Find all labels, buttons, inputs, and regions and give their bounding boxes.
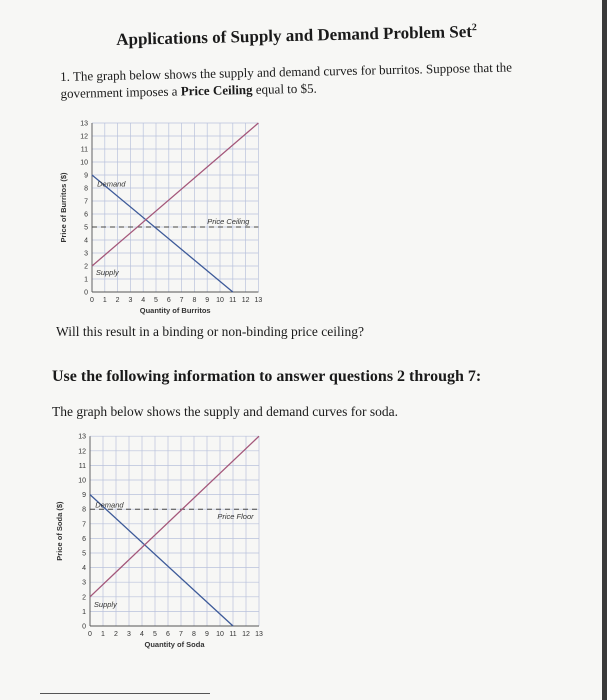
x-tick-label: 1 [102, 297, 107, 304]
y-tick-label: 4 [82, 565, 86, 573]
section-heading: Use the following information to answer questions 2 through 7: [52, 368, 482, 385]
y-tick-label: 2 [84, 263, 88, 271]
y-tick-label: 11 [78, 462, 86, 470]
y-tick-label: 8 [82, 506, 86, 514]
supply-label: Supply [95, 268, 119, 278]
x-tick-label: 8 [192, 297, 197, 304]
x-tick-label: 0 [88, 631, 92, 638]
title-text: Applications of Supply and Demand Problem Set [116, 21, 473, 49]
x-tick-label: 4 [141, 297, 146, 304]
x-tick-label: 8 [192, 631, 196, 638]
y-tick-label: 10 [80, 159, 88, 167]
y-tick-label: 6 [82, 535, 86, 543]
q1-text-post: equal to $5. [252, 80, 317, 97]
x-tick-label: 6 [166, 297, 171, 304]
x-tick-label: 4 [140, 631, 144, 638]
x-tick-label: 10 [216, 631, 224, 638]
y-tick-label: 10 [78, 477, 86, 485]
y-tick-label: 9 [82, 492, 86, 500]
x-tick-label: 5 [153, 631, 157, 638]
x-tick-label: 7 [179, 297, 184, 304]
x-tick-label: 9 [205, 297, 210, 304]
demand-label: Demand [95, 500, 124, 510]
y-axis-title: Price of Soda ($) [55, 501, 64, 561]
x-tick-label: 1 [101, 631, 105, 638]
q1-text-bold: Price Ceiling [180, 81, 253, 99]
x-tick-label: 3 [127, 631, 131, 638]
y-tick-label: 2 [82, 594, 86, 602]
y-tick-label: 7 [84, 198, 88, 206]
x-tick-label: 6 [166, 631, 170, 638]
control-label: Price Ceiling [207, 217, 250, 226]
y-tick-label: 6 [84, 211, 88, 219]
x-tick-label: 9 [205, 631, 209, 638]
x-tick-label: 13 [254, 297, 263, 304]
x-tick-label: 11 [229, 297, 237, 304]
y-tick-label: 4 [84, 237, 88, 245]
x-tick-label: 5 [154, 297, 158, 304]
x-tick-label: 7 [179, 631, 183, 638]
soda-intro: The graph below shows the supply and demand curves for soda. [52, 404, 399, 419]
demand-label: Demand [97, 179, 126, 189]
y-tick-label: 8 [84, 185, 88, 193]
answer-line [40, 693, 210, 694]
question-1 [60, 58, 541, 102]
x-tick-label: 12 [241, 297, 250, 304]
y-tick-label: 9 [84, 172, 88, 180]
burrito-graph [52, 108, 292, 323]
y-tick-label: 3 [84, 250, 88, 258]
q1-number: 1. [60, 68, 71, 84]
y-tick-label: 5 [82, 550, 86, 558]
y-tick-label: 7 [82, 521, 86, 529]
soda-graph [50, 420, 295, 658]
x-tick-label: 10 [216, 297, 224, 304]
y-tick-label: 13 [80, 120, 88, 128]
q1-text-pre: The graph below shows the supply and demand curves for burritos. Suppose that the government imposes a [60, 59, 513, 101]
y-tick-label: 0 [84, 289, 88, 297]
binding-question: Will this result in a binding or non-binding price ceiling? [56, 324, 365, 339]
y-tick-label: 13 [78, 433, 86, 441]
x-tick-label: 13 [255, 631, 263, 638]
y-tick-label: 1 [82, 608, 86, 616]
photo-edge [602, 0, 607, 700]
x-tick-label: 2 [114, 631, 118, 638]
y-tick-label: 12 [80, 133, 88, 141]
x-tick-label: 2 [115, 297, 120, 304]
y-tick-label: 1 [84, 276, 88, 284]
x-tick-label: 11 [229, 631, 237, 638]
y-tick-label: 3 [82, 579, 86, 587]
y-tick-label: 11 [80, 146, 88, 154]
x-tick-label: 0 [90, 297, 94, 304]
page-title [116, 22, 477, 50]
y-tick-label: 12 [78, 448, 86, 456]
x-tick-label: 3 [128, 297, 133, 304]
control-label: Price Floor [217, 512, 254, 522]
x-axis-title: Quantity of Soda [144, 640, 205, 649]
supply-label: Supply [93, 600, 117, 610]
y-axis-title: Price of Burritos ($) [59, 172, 68, 243]
y-tick-label: 0 [82, 623, 86, 631]
title-superscript: 2 [471, 22, 477, 34]
x-axis-title: Quantity of Burritos [139, 306, 211, 315]
x-tick-label: 12 [242, 631, 250, 638]
y-tick-label: 5 [84, 224, 88, 232]
